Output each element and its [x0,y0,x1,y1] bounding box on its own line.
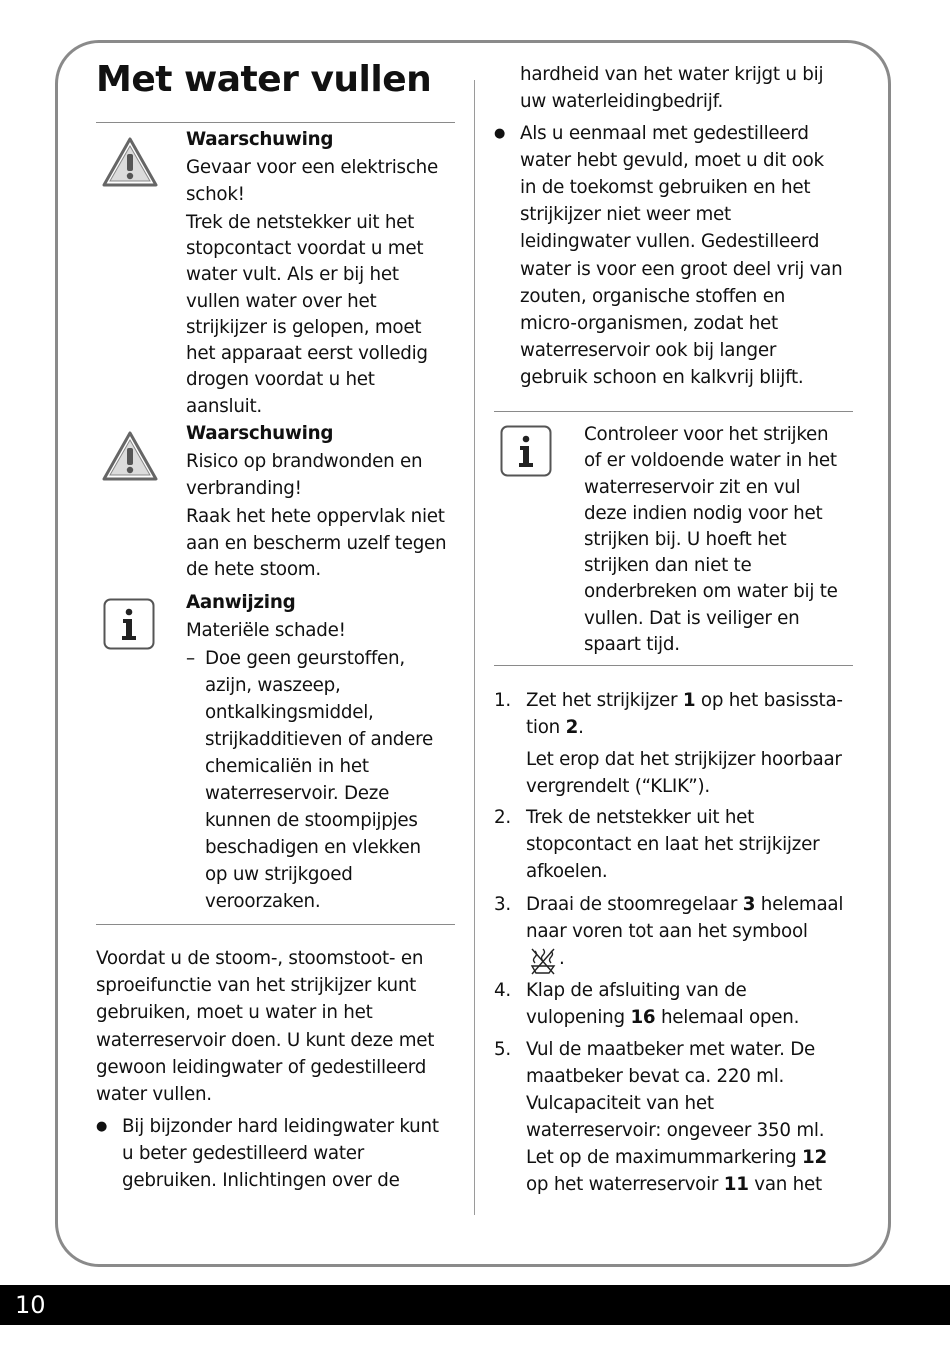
bullet-text: in de toekomst gebruiken en het [520,177,811,198]
step-text: Trek de netstekker uit het [526,807,755,828]
step-text: maatbeker bevat ca. 220 ml. [526,1066,785,1087]
page-number: 10 [15,1291,46,1319]
bullet-text: waterreservoir ook bij langer [520,340,777,361]
step-text: vergrendelt (“KLIK”). [526,776,710,797]
steam-off-symbol-icon [527,946,559,976]
step-text: vulopening 16 helemaal open. [526,1007,800,1028]
step-text: stopcontact en laat het strijkijzer [526,834,820,855]
step-text: Vulcapaciteit van het [526,1093,714,1114]
intro-paragraph-line: gebruiken, moet u water in het [96,1002,373,1023]
bullet-text: zouten, organische stoffen en [520,286,786,307]
warning-text: water vult. Als er bij het [186,264,399,285]
warning-text: aan en bescherm uzelf tegen [186,533,447,554]
bullet-text: water hebt gevuld, moet u dit ook [520,150,824,171]
bullet-text: micro-organismen, zodat het [520,313,778,334]
notice-text: op uw strijkgoed [205,864,353,885]
step-text: Let op de maximummarkering 12 [526,1147,827,1168]
step-text: naar voren tot aan het symbool [526,921,808,942]
divider-top-left [96,122,455,123]
warning-text: Risico op brandwonden en [186,451,423,472]
page-title: Met water vullen [96,59,432,100]
bullet-text: gebruiken. Inlichtingen over de [122,1170,400,1191]
footer-bar [0,1285,950,1325]
info-icon [103,598,155,650]
warning-heading: Waarschuwing [186,423,334,444]
notice-text: kunnen de stoompijpjes [205,810,418,831]
warning-text: strijkijzer is gelopen, moet [186,317,422,338]
info-text: waterreservoir zit en vul [584,477,801,498]
bullet-marker: ● [494,126,506,141]
bullet-marker: ● [96,1119,108,1134]
warning-text: stopcontact voordat u met [186,238,424,259]
bullet-text: hardheid van het water krijgt u bij [520,64,824,85]
warning-text: het apparaat eerst volledig [186,343,428,364]
warning-text: verbranding! [186,478,302,499]
notice-text: waterreservoir. Deze [205,783,390,804]
intro-paragraph-line: gewoon leidingwater of gedestilleerd [96,1057,427,1078]
step-text: . [559,948,565,969]
bullet-text: u beter gedestilleerd water [122,1143,365,1164]
bullet-text: leidingwater vullen. Gedestilleerd [520,231,820,252]
bullet-text: gebruik schoon en kalkvrij blijft. [520,367,804,388]
info-text: strijken dan niet te [584,555,752,576]
intro-paragraph-line: waterreservoir doen. U kunt deze met [96,1030,435,1051]
notice-heading: Aanwijzing [186,592,296,613]
notice-text: chemicaliën in het [205,756,369,777]
warning-text: de hete stoom. [186,559,321,580]
step-text: Vul de maatbeker met water. De [526,1039,816,1060]
step-number: 2. [494,807,511,828]
column-divider [474,80,475,1215]
warning-triangle-icon [101,430,159,482]
intro-paragraph-line: sproeifunctie van het strijkijzer kunt [96,975,417,996]
notice-text: ontkalkingsmiddel, [205,702,374,723]
intro-paragraph-line: Voordat u de stoom-, stoomstoot- en [96,948,424,969]
info-text: onderbreken om water bij te [584,581,838,602]
warning-text: Trek de netstekker uit het [186,212,415,233]
bullet-text: water is voor een groot deel vrij van [520,259,843,280]
warning-text: vullen water over het [186,291,377,312]
divider-mid-left [96,924,455,925]
step-text: Klap de afsluiting van de [526,980,747,1001]
step-text: waterreservoir: ongeveer 350 ml. [526,1120,825,1141]
step-number: 3. [494,894,511,915]
notice-text: veroorzaken. [205,891,321,912]
step-text: Zet het strijkijzer 1 op het basissta- [526,690,843,711]
info-text: of er voldoende water in het [584,450,837,471]
notice-text: beschadigen en vlekken [205,837,421,858]
dash-marker: – [186,648,195,669]
bullet-text: Als u eenmaal met gedestilleerd [520,123,809,144]
notice-subheading: Materiële schade! [186,620,346,641]
bullet-text: Bij bijzonder hard leidingwater kunt [122,1116,439,1137]
step-text: op het waterreservoir 11 van het [526,1174,822,1195]
notice-text: Doe geen geurstoffen, [205,648,405,669]
bullet-text: uw waterleidingbedrijf. [520,91,724,112]
warning-text: schok! [186,184,245,205]
step-text: Let erop dat het strijkijzer hoorbaar [526,749,842,770]
notice-text: azijn, waszeep, [205,675,341,696]
info-text: strijken bij. U hoeft het [584,529,787,550]
warning-text: Gevaar voor een elektrische [186,157,438,178]
step-number: 4. [494,980,511,1001]
notice-text: strijkadditieven of andere [205,729,434,750]
divider-info-top [494,411,853,412]
divider-info-bottom [494,665,853,666]
info-icon [500,425,552,477]
bullet-text: strijkijzer niet weer met [520,204,731,225]
step-number: 5. [494,1039,511,1060]
info-text: deze indien nodig voor het [584,503,823,524]
step-text: afkoelen. [526,861,608,882]
step-text: Draai de stoomregelaar 3 helemaal [526,894,844,915]
info-text: spaart tijd. [584,634,680,655]
warning-text: Raak het hete oppervlak niet [186,506,445,527]
warning-triangle-icon [101,136,159,188]
info-text: Controleer voor het strijken [584,424,829,445]
warning-text: aansluit. [186,396,262,417]
step-text: tion 2. [526,717,584,738]
warning-heading: Waarschuwing [186,129,334,150]
intro-paragraph-line: water vullen. [96,1084,212,1105]
step-number: 1. [494,690,511,711]
warning-text: drogen voordat u het [186,369,375,390]
info-text: vullen. Dat is veiliger en [584,608,800,629]
